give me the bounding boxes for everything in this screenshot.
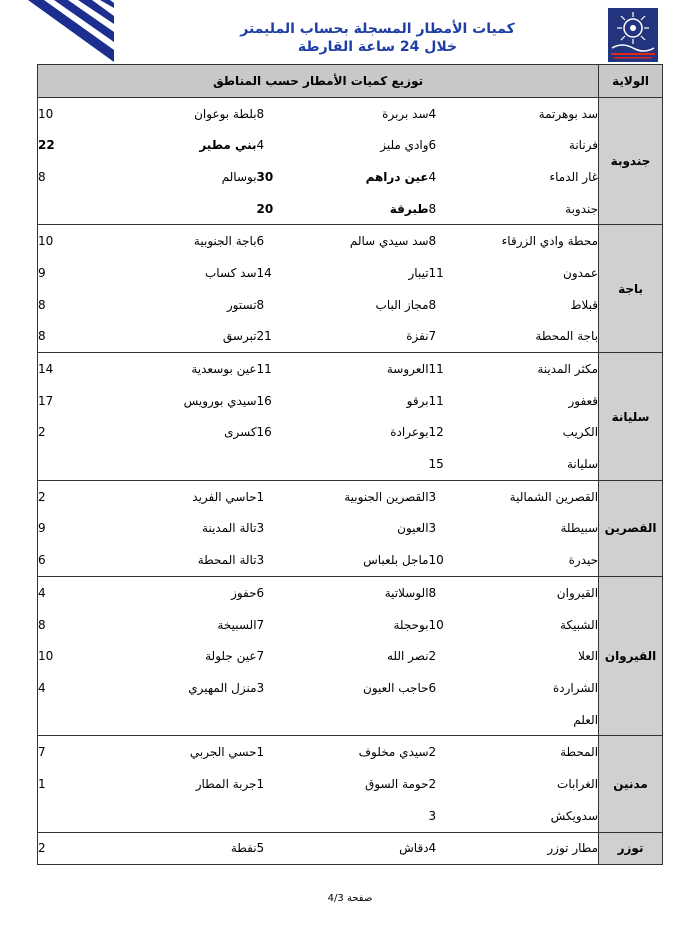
station-name: الغرابات [557, 776, 599, 791]
rainfall-value: 2 [38, 480, 132, 512]
rainfall-value: 4 [429, 832, 484, 865]
rainfall-value [257, 800, 309, 832]
station-name: تستور [226, 297, 257, 312]
station-name: الشبيكة [560, 617, 599, 632]
station-name: نفطة [132, 832, 257, 865]
rainfall-value: 8 [429, 193, 484, 225]
rainfall-value: 10 [429, 544, 484, 576]
governorate-name: مدنين [599, 736, 663, 832]
station-name: محطة وادي الزرقاء [501, 234, 599, 249]
rainfall-value: 2 [428, 745, 437, 760]
station-name: بني مطير [199, 138, 257, 153]
station-name: جربة المطار [195, 776, 257, 791]
station-name: العروسة [386, 362, 429, 377]
rainfall-value: 11 [428, 265, 444, 280]
table-row [38, 640, 663, 672]
station-name [132, 704, 257, 736]
rainfall-value [257, 704, 309, 736]
station-name: باجة الجنوبية [193, 234, 257, 249]
station-name: برقو [406, 393, 429, 408]
station-name: مطار توزر [484, 832, 599, 865]
station-name: بلطة بوعوان [194, 106, 257, 121]
station-name: حسي الجربي [189, 745, 257, 760]
governorate-name: توزر [599, 832, 663, 865]
table-row [38, 577, 663, 609]
rainfall-value: 15 [429, 448, 484, 480]
rainfall-value: 8 [256, 297, 265, 312]
table-row [38, 672, 663, 704]
rainfall-value: 22 [38, 129, 132, 161]
rainfall-value: 7 [256, 649, 265, 664]
station-name: سليانة [484, 448, 599, 480]
station-name: العلا [578, 649, 599, 664]
table-header-row [38, 65, 663, 98]
station-name: حومة السوق [365, 776, 429, 791]
rainfall-value: 8 [38, 321, 132, 353]
station-name: مكثر المدينة [537, 362, 599, 377]
station-name: عين بوسعدية [191, 362, 257, 377]
station-name: حفوز [231, 585, 257, 600]
governorate-name: القصرين [599, 480, 663, 576]
rainfall-value: 1 [256, 776, 265, 791]
table-row [38, 417, 663, 449]
station-name: الشراردة [552, 680, 599, 695]
rainfall-value: 8 [38, 161, 132, 193]
station-name: حيدرة [484, 544, 599, 576]
station-name: عمدون [563, 265, 599, 280]
title-line-1: كميات الأمطار المسجلة بحساب المليمتر [240, 21, 515, 37]
rainfall-value: 3 [256, 521, 265, 536]
rainfall-value: 30 [256, 169, 274, 184]
rainfall-value: 21 [257, 321, 309, 353]
station-name: غار الدماء [549, 169, 599, 184]
rainfall-value: 8 [428, 297, 437, 312]
station-name: بوسالم [221, 169, 257, 184]
station-name: حاسي الفريد [192, 489, 257, 504]
rainfall-value: 14 [256, 265, 272, 280]
rainfall-value: 5 [257, 832, 309, 865]
station-name: كسرى [224, 425, 257, 440]
station-name: فرنانة [568, 138, 599, 153]
station-name: تبرسق [132, 321, 257, 353]
table-row [38, 97, 663, 129]
table-row [38, 193, 663, 225]
table-row [38, 480, 663, 512]
rainfall-value: 11 [428, 393, 444, 408]
rainfall-value: 6 [256, 234, 265, 249]
rainfall-value [38, 448, 132, 480]
station-name: طبرقة [309, 193, 429, 225]
station-name: منزل المهيري [188, 680, 257, 695]
table-row [38, 609, 663, 641]
rainfall-value [38, 800, 132, 832]
rainfall-value: 3 [256, 680, 265, 695]
rainfall-value: 4 [428, 106, 437, 121]
rainfall-value: 16 [256, 425, 272, 440]
rainfall-value: 2 [428, 776, 437, 791]
table-row [38, 704, 663, 736]
rainfall-value: 6 [428, 680, 437, 695]
governorate-name: جندوبة [599, 97, 663, 225]
table-row [38, 513, 663, 545]
governorate-name: القيروان [599, 577, 663, 736]
station-name: قعفور [568, 393, 599, 408]
station-name [309, 800, 429, 832]
rainfall-value: 7 [256, 617, 265, 632]
page-number: صفحة 4/3 [327, 893, 373, 904]
station-name: سبيطلة [560, 521, 599, 536]
station-name [132, 448, 257, 480]
table-row [38, 832, 663, 865]
table-row [38, 353, 663, 385]
rainfall-value: 11 [428, 362, 444, 377]
station-name: السبيخة [217, 617, 257, 632]
rainfall-value: 4 [38, 672, 132, 704]
rainfall-value: 8 [38, 289, 132, 321]
station-name [309, 448, 429, 480]
rainfall-value: 3 [428, 489, 437, 504]
rainfall-value: 7 [429, 321, 484, 353]
station-name: وادي مليز [380, 138, 429, 153]
rainfall-value: 20 [257, 193, 309, 225]
station-name [309, 704, 429, 736]
station-name: دقاش [309, 832, 429, 865]
station-name: مجاز الباب [375, 297, 429, 312]
rainfall-value: 4 [256, 138, 265, 153]
governorate-name: سليانة [599, 353, 663, 481]
governorate-header: الولاية [599, 65, 663, 98]
rainfall-table [37, 64, 663, 865]
diagonal-stripes-decoration [28, 0, 114, 64]
station-name: سد بربرة [382, 106, 429, 121]
station-name: القيروان [556, 585, 599, 600]
station-name: سد سيدي سالم [349, 234, 429, 249]
governorate-name: باجة [599, 225, 663, 353]
distribution-header: توزيع كميات الأمطار حسب المناطق [38, 65, 599, 98]
station-name: القصرين الشمالية [509, 489, 599, 504]
title-line-2: خلال 24 ساعة القارطة [297, 39, 458, 55]
rainfall-value: 3 [257, 544, 309, 576]
rainfall-value: 16 [256, 393, 272, 408]
rainfall-value: 6 [38, 544, 132, 576]
station-name: بوحجلة [393, 617, 429, 632]
table-row [38, 225, 663, 257]
station-name: قبلاط [570, 297, 599, 312]
rainfall-value: 7 [38, 736, 132, 768]
station-name: عين دراهم [365, 169, 429, 184]
table-row [38, 385, 663, 417]
rainfall-value: 6 [428, 138, 437, 153]
table-row [38, 257, 663, 289]
rainfall-value: 17 [38, 385, 132, 417]
rainfall-value [38, 193, 132, 225]
station-name: ماجل بلعباس [309, 544, 429, 576]
station-name: حاجب العيون [363, 680, 429, 695]
rainfall-value: 14 [38, 353, 132, 385]
rainfall-value: 2 [428, 649, 437, 664]
rainfall-value: 2 [38, 417, 132, 449]
rainfall-value: 3 [429, 800, 484, 832]
rainfall-value: 8 [428, 585, 437, 600]
rainfall-value [429, 704, 484, 736]
station-name: سد بوهرتمة [538, 106, 599, 121]
rainfall-value [38, 704, 132, 736]
table-row [38, 321, 663, 353]
institute-logo [608, 8, 658, 62]
station-name: سيدي مخلوف [358, 745, 429, 760]
rainfall-value [257, 448, 309, 480]
station-name: القصرين الجنوبية [344, 489, 429, 504]
station-name: العلم [484, 704, 599, 736]
rainfall-value: 10 [38, 97, 132, 129]
station-name: جندوبة [484, 193, 599, 225]
station-name: الوسلاتية [384, 585, 429, 600]
rainfall-value: 1 [256, 489, 265, 504]
rainfall-value: 4 [428, 169, 437, 184]
station-name: عين جلولة [205, 649, 257, 664]
station-name: المحطة [560, 745, 599, 760]
table-row [38, 289, 663, 321]
station-name: تالة المدينة [202, 521, 257, 536]
station-name [132, 193, 257, 225]
rainfall-value: 8 [256, 106, 265, 121]
report-title [150, 20, 605, 56]
rainfall-value: 8 [428, 234, 437, 249]
rainfall-value: 1 [256, 745, 265, 760]
station-name: العيون [397, 521, 429, 536]
rainfall-value: 12 [428, 425, 444, 440]
table-row [38, 768, 663, 800]
rainfall-value: 9 [38, 257, 132, 289]
station-name: تيبار [408, 265, 429, 280]
table-row [38, 544, 663, 576]
station-name: تالة المحطة [132, 544, 257, 576]
station-name: نفزة [309, 321, 429, 353]
rainfall-value: 6 [256, 585, 265, 600]
table-row [38, 800, 663, 832]
station-name: سد كساب [205, 265, 257, 280]
table-row [38, 161, 663, 193]
rainfall-value: 10 [428, 617, 444, 632]
rainfall-value: 11 [256, 362, 272, 377]
rainfall-value: 8 [38, 609, 132, 641]
station-name: الكريب [562, 425, 599, 440]
rainfall-value: 2 [38, 832, 132, 865]
rainfall-value: 4 [38, 577, 132, 609]
table-row [38, 448, 663, 480]
station-name: نصر الله [386, 649, 429, 664]
rainfall-value: 3 [428, 521, 437, 536]
station-name [132, 800, 257, 832]
rainfall-value: 10 [38, 225, 132, 257]
station-name: باجة المحطة [484, 321, 599, 353]
table-row [38, 129, 663, 161]
rainfall-value: 9 [38, 513, 132, 545]
rainfall-value: 1 [38, 768, 132, 800]
station-name: سدويكش [484, 800, 599, 832]
station-name: سيدي بورويس [183, 393, 257, 408]
table-row [38, 736, 663, 768]
rainfall-value: 10 [38, 640, 132, 672]
station-name: بوعرادة [390, 425, 429, 440]
